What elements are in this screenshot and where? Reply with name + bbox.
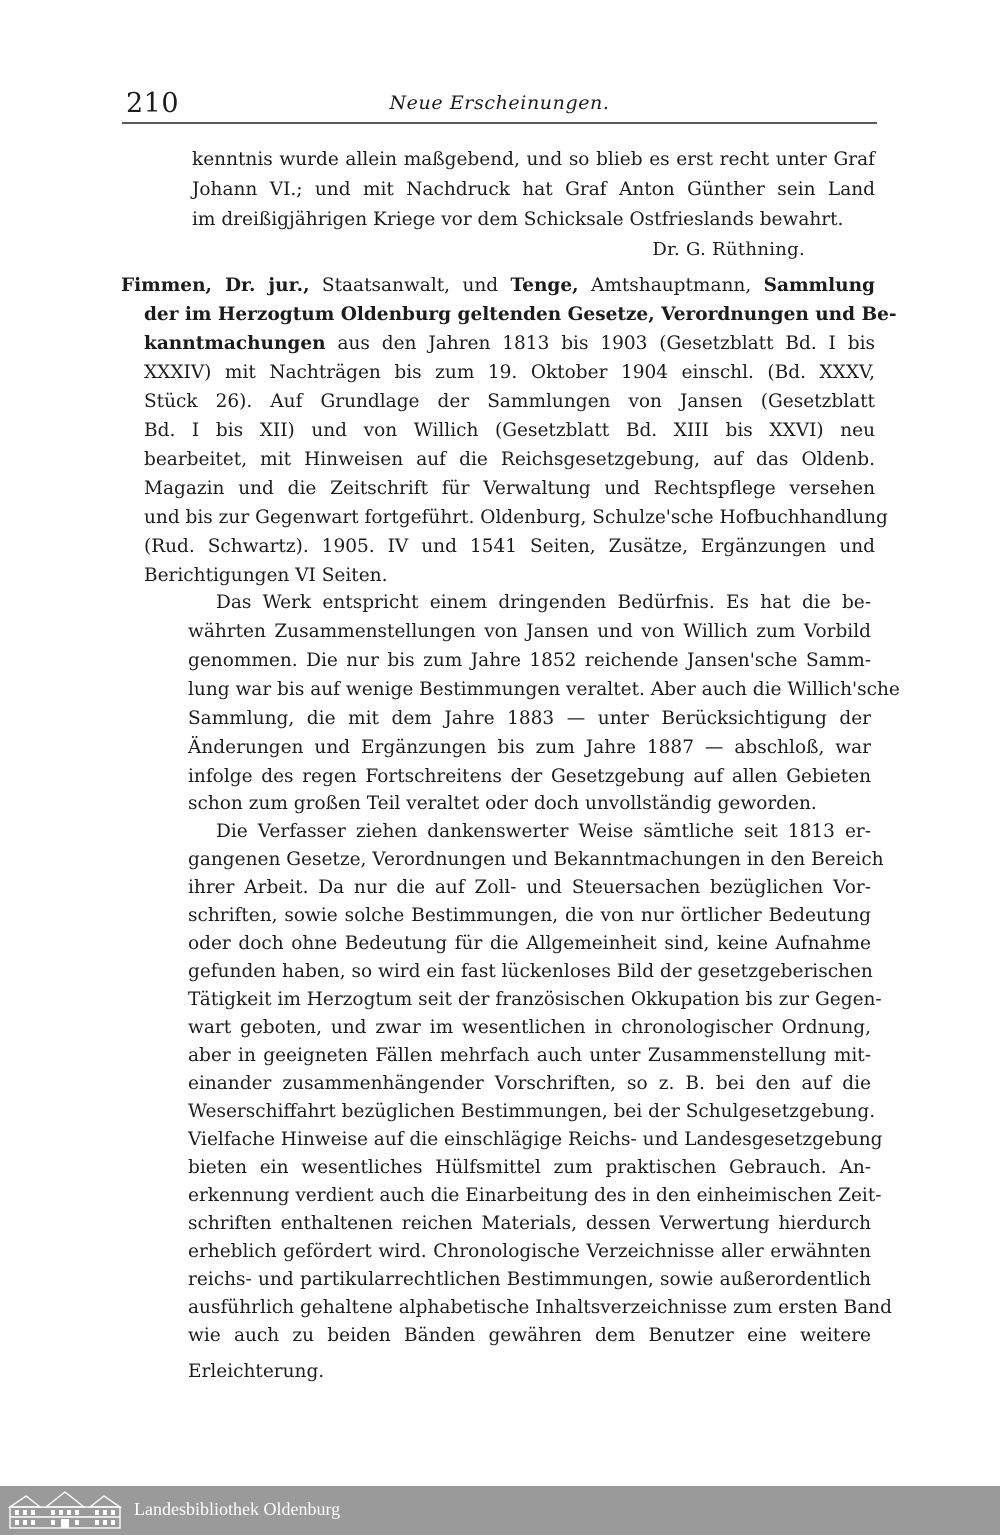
library-name: Landesbibliothek Oldenburg — [134, 1499, 341, 1519]
previous-review-line-3: im dreißigjährigen Kriege vor dem Schicksale Ostfrieslands bewahrt. — [192, 209, 844, 230]
review-p2-line-20: Erleichterung. — [188, 1361, 325, 1382]
library-building-icon — [6, 1490, 124, 1530]
entry-author-first: Fimmen, Dr. jur., — [121, 275, 310, 296]
review-p2-line-6: gefunden haben, so wird ein fast lückenloses Bild der gesetzgeberischen — [188, 961, 873, 982]
review-p1-line-6: Änderungen und Ergänzungen bis zum Jahre 1887 — abschloß, war — [188, 737, 871, 758]
review-p2-line-18: ausführlich gehaltene alphabetische Inhaltsverzeichnisse zum ersten Band — [188, 1297, 892, 1318]
entry-title-start: Sammlung — [763, 275, 875, 296]
entry-line-4: XXXIV) mit Nachträgen bis zum 19. Oktober 1904 einschl. (Bd. XXXV, — [144, 362, 875, 383]
page-header — [122, 82, 877, 124]
running-head: Neue Erscheinungen. — [389, 92, 610, 114]
library-footer — [0, 1486, 1000, 1535]
review-p1-line-2: währten Zusammenstellungen von Jansen und von Willich zum Vorbild — [188, 621, 871, 642]
entry-line-3-rest: aus den Jahren 1813 bis 1903 (Gesetzblatt Bd. I bis — [325, 333, 875, 354]
review-p2-line-15: schriften enthaltenen reichen Materials, dessen Verwertung hierdurch — [188, 1213, 871, 1234]
previous-review-line-1: kenntnis wurde allein maßgebend, und so blieb es erst recht unter Graf — [192, 149, 875, 170]
entry-line-10: (Rud. Schwartz). 1905. IV und 1541 Seiten, Zusätze, Ergänzungen und — [144, 536, 875, 557]
reviewer-signature: Dr. G. Rüthning. — [652, 239, 805, 260]
review-p2-line-10: einander zusammenhängender Vorschriften, so z. B. bei den auf die — [188, 1073, 871, 1094]
review-p2-line-19: wie auch zu beiden Bänden gewähren dem Benutzer eine weitere — [188, 1325, 871, 1346]
review-p2-line-14: erkennung verdient auch die Einarbeitung des in den einheimischen Zeit- — [188, 1185, 882, 1206]
review-p2-line-1: Die Verfasser ziehen dankenswerter Weise sämtliche seit 1813 er- — [216, 821, 871, 842]
review-p2-line-4: schriften, sowie solche Bestimmungen, die von nur örtlicher Bedeutung — [188, 905, 871, 926]
entry-title-line-2: der im Herzogtum Oldenburg geltenden Gesetze, Verordnungen und Be- — [144, 304, 897, 325]
review-p2-line-5: oder doch ohne Bedeutung für die Allgemeinheit sind, keine Aufnahme — [188, 933, 871, 954]
entry-line-1 — [121, 272, 875, 300]
review-p2-line-17: reichs- und partikularrechtlichen Bestimmungen, sowie außerordentlich — [188, 1269, 871, 1290]
entry-line-7: bearbeitet, mit Hinweisen auf die Reichsgesetzgebung, auf das Oldenb. — [144, 449, 875, 470]
previous-review-line-2: Johann VI.; und mit Nachdruck hat Graf Anton Günther sein Land — [192, 179, 875, 200]
entry-author-second: Tenge, — [510, 275, 579, 296]
entry-line-5: Stück 26). Auf Grundlage der Sammlungen von Jansen (Gesetzblatt — [144, 391, 875, 412]
review-p2-line-9: aber in geeigneten Fällen mehrfach auch unter Zusammenstellung mit- — [188, 1045, 871, 1066]
entry-author-second-role: Amtshauptmann, — [578, 275, 764, 296]
review-p2-line-16: erheblich gefördert wird. Chronologische Verzeichnisse aller erwähnten — [188, 1241, 871, 1262]
entry-author-first-role: Staatsanwalt, und — [309, 275, 511, 296]
page-number: 210 — [126, 88, 180, 119]
review-p2-line-2: gangenen Gesetze, Verordnungen und Bekanntmachungen in den Bereich — [188, 849, 884, 870]
review-p1-line-7: infolge des regen Fortschreitens der Gesetzgebung auf allen Gebieten — [188, 766, 871, 787]
review-p2-line-11: Weserschiffahrt bezüglichen Bestimmungen, bei der Schulgesetzgebung. — [188, 1101, 876, 1122]
review-p2-line-7: Tätigkeit im Herzogtum seit der französischen Okkupation bis zur Gegen- — [188, 989, 882, 1010]
entry-line-8: Magazin und die Zeitschrift für Verwaltung und Rechtspflege versehen — [144, 478, 875, 499]
review-p1-line-1: Das Werk entspricht einem dringenden Bedürfnis. Es hat die be- — [216, 592, 871, 613]
review-p1-line-4: lung war bis auf wenige Bestimmungen veraltet. Aber auch die Willich'sche — [188, 679, 900, 700]
review-p2-line-3: ihrer Arbeit. Da nur die auf Zoll- und Steuersachen bezüglichen Vor- — [188, 877, 871, 898]
review-p1-line-8: schon zum großen Teil veraltet oder doch unvollständig geworden. — [188, 793, 817, 814]
entry-line-6: Bd. I bis XII) und von Willich (Gesetzblatt Bd. XIII bis XXVI) neu — [144, 420, 875, 441]
review-p2-line-13: bieten ein wesentliches Hülfsmittel zum praktischen Gebrauch. An- — [188, 1157, 871, 1178]
entry-line-3 — [144, 330, 875, 358]
review-p2-line-12: Vielfache Hinweise auf die einschlägige Reichs- und Landesgesetzgebung — [188, 1129, 883, 1150]
review-p1-line-3: genommen. Die nur bis zum Jahre 1852 reichende Jansen'sche Samm- — [188, 650, 871, 671]
entry-line-9: und bis zur Gegenwart fortgeführt. Oldenburg, Schulze'sche Hofbuchhandlung — [144, 507, 888, 528]
review-p1-line-5: Sammlung, die mit dem Jahre 1883 — unter Berücksichtigung der — [188, 708, 871, 729]
review-p2-line-8: wart geboten, und zwar im wesentlichen in chronologischer Ordnung, — [188, 1017, 871, 1038]
entry-line-11: Berichtigungen VI Seiten. — [144, 565, 388, 586]
entry-title-end: kanntmachungen — [144, 333, 326, 354]
